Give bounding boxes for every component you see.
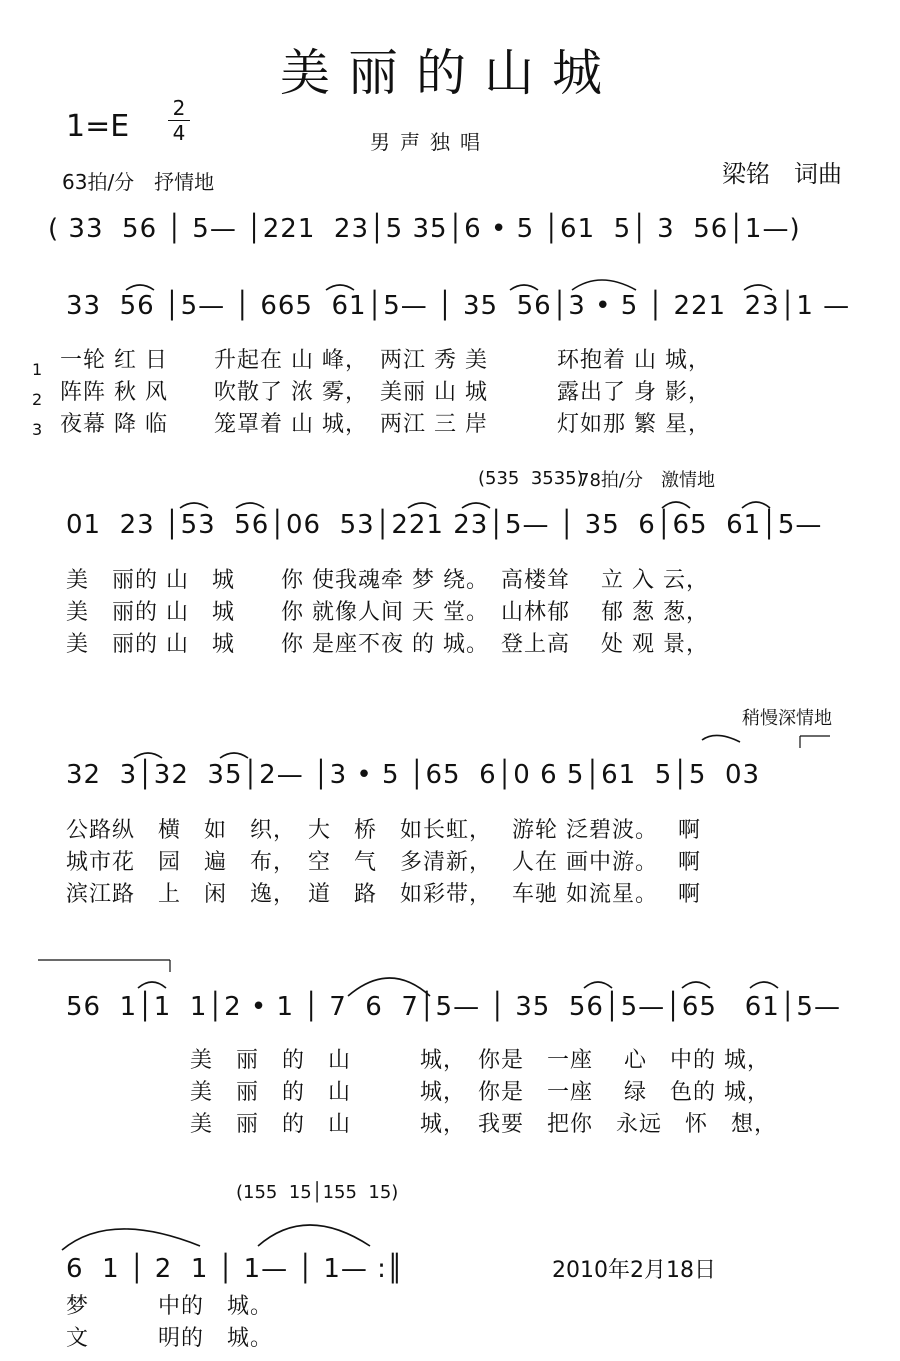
verse-number: 2 (32, 390, 43, 409)
music-line-6: 6 1 │ 2 1 │ 1— │ 1— :║ (66, 1254, 404, 1284)
author-credit: 梁铭 词曲 (722, 160, 842, 188)
lyric-line: 一轮 红 日 升起在 山 峰， 两江 秀 美 环抱着 山 城， (60, 348, 711, 373)
verse-number: 3 (32, 420, 43, 439)
verse-number: 1 (32, 360, 43, 379)
music-line-2: 33 56 │5— │ 665 61│5— │ 35 56│3 • 5 │ 221 23│1 — (66, 291, 851, 321)
lyric-line: 美 丽 的 山 城， 你是 一座 心 中的 城， (190, 1048, 770, 1073)
performance-type: 男声独唱 (370, 130, 490, 154)
lyric-line: 滨江路 上 闲 逸， 道 路 如彩带， 车驰 如流星。 啊 (66, 882, 701, 907)
grace-note-annotation: (535 3535) (478, 468, 584, 489)
composition-date: 2010年2月18日 (552, 1258, 716, 1283)
lyric-line: 阵阵 秋 风 吹散了 浓 雾， 美丽 山 城 露出了 身 影， (60, 380, 711, 405)
key-signature: 1=E (66, 109, 130, 144)
lyric-line: 美 丽的 山 城 你 就像人间 天 堂。 山林郁 郁 葱 葱， (66, 600, 709, 625)
lyric-line: 公路纵 横 如 织， 大 桥 如长虹， 游轮 泛碧波。 啊 (66, 818, 701, 843)
time-signature (168, 98, 190, 143)
music-line-1: ( 33 56 │ 5— │221 23│5 35│6 • 5 │61 5│ 3 56│1—) (48, 214, 801, 244)
music-line-5: 56 1│1 1│2 • 1 │ 7 6 7│5— │ 35 56│5—│65 61│5— (66, 992, 841, 1022)
lyric-line: 梦 中的 城。 (66, 1294, 274, 1319)
lyric-line: 城市花 园 遍 布， 空 气 多清新， 人在 画中游。 啊 (66, 850, 701, 875)
song-title: 美丽的山城 (280, 44, 620, 102)
lyric-line: 文 明的 城。 (66, 1326, 274, 1351)
lyric-line: 美 丽 的 山 城， 你是 一座 绿 色的 城， (190, 1080, 770, 1105)
music-line-4: 32 3│32 35│2— │3 • 5 │65 6│0 6 5│61 5│5 03 (66, 760, 761, 790)
tempo-change-marking: 78拍/分 激情地 (578, 470, 715, 491)
ending-phrase-annotation: (155 15│155 15) (236, 1182, 399, 1203)
lyric-line: 夜幕 降 临 笼罩着 山 城， 两江 三 岸 灯如那 繁 星， (60, 412, 711, 437)
lyric-line: 美 丽的 山 城 你 是座不夜 的 城。 登上高 处 观 景， (66, 632, 709, 657)
time-signature-bottom: 4 (172, 121, 186, 145)
lyric-line: 美 丽 的 山 城， 我要 把你 永远 怀 想， (190, 1112, 778, 1137)
tempo-marking: 63拍/分 抒情地 (62, 170, 215, 194)
time-signature-top: 2 (172, 96, 186, 120)
lyric-line: 美 丽的 山 城 你 使我魂牵 梦 绕。 高楼耸 立 入 云， (66, 568, 709, 593)
music-line-3: 01 23 │53 56│06 53│221 23│5— │ 35 6│65 61│5— (66, 510, 823, 540)
expression-marking: 稍慢深情地 (742, 708, 832, 729)
